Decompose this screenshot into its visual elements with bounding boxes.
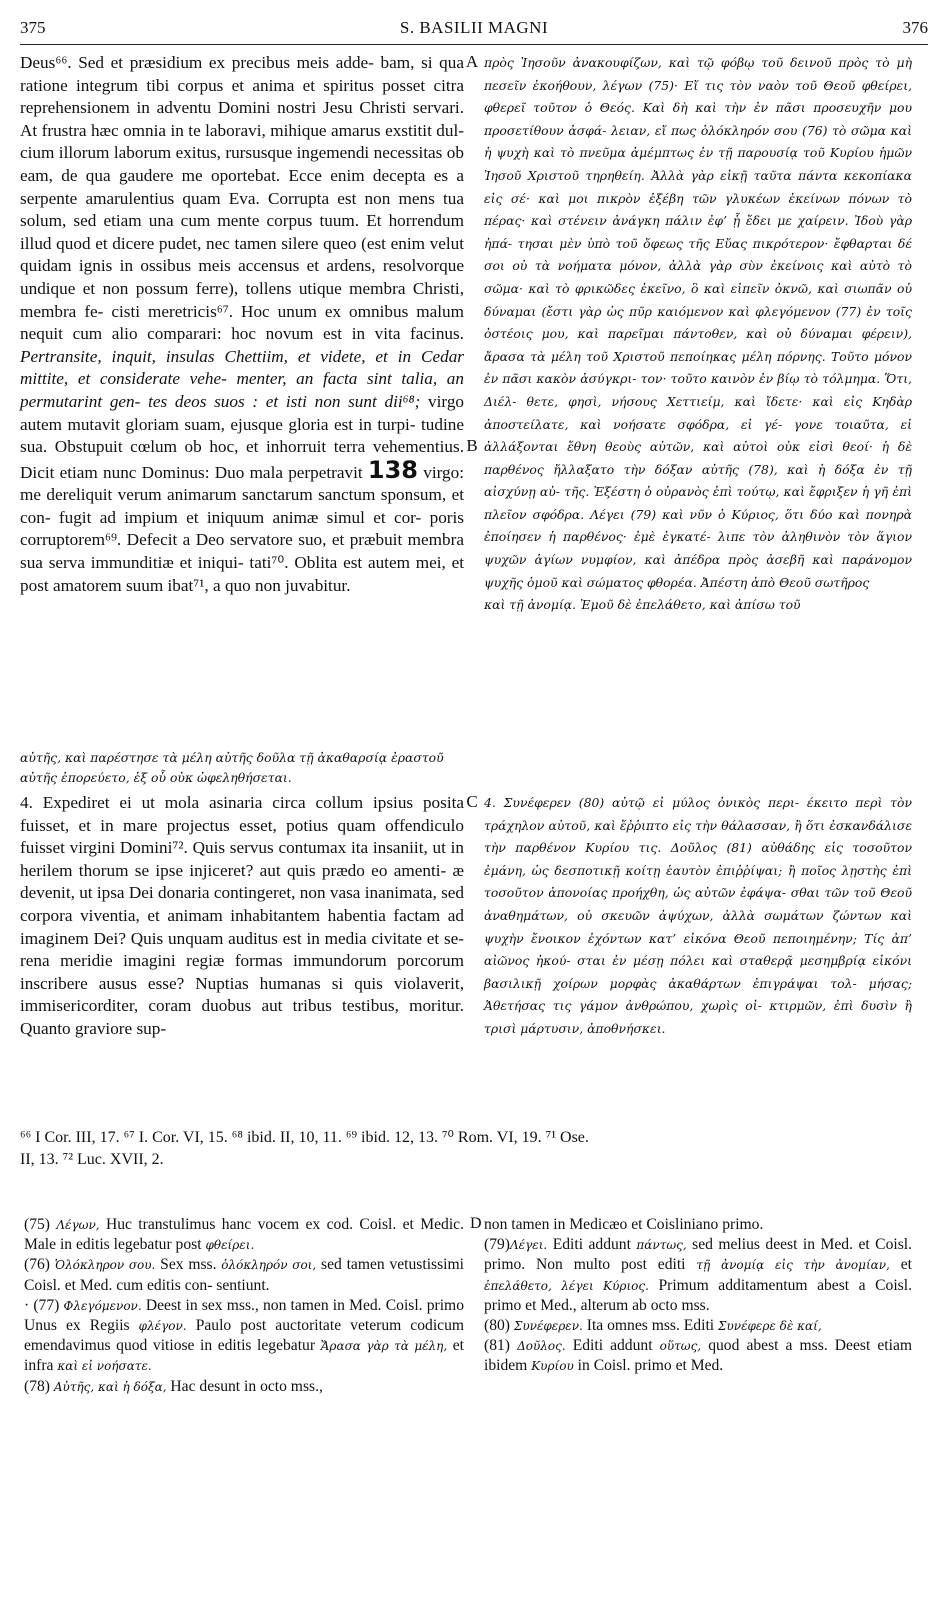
footnotes-right [484,1215,912,1377]
footnote-77: · (77) Φλεγόμενον. Deest in sex mss., non tamen in Med. Coisl. primo Unus ex Regiis φλέγον. Paulo post auctoritate veterum codicum emendavimus quod vitiose in editis legebatur Ἄρασα γὰρ τὰ μέλη, et infra καὶ εἰ νοήσατε. [24,1296,465,1375]
scripture-references [20,1127,928,1171]
latin-text-main: Deus⁶⁶. Sed et præsidium ex precibus meis adde- bam, si qua ratione integrum tibi corpus et anima et spiritus posset citra reprehensionem in adventu Domini nostri Jesu Christi servari. At frustra hæc omnia in te laboravi, mihique amarus exstitit dul- cium illorum laborum exitus, rursusque ingemendi necessitas ob eam, de qua gaudere me oportebat. Ecce enim decepta es a serpente amarulentius quam Eva. Corrupta est non mens tua solum, sed etiam una cum mente corpus tuum. Et horrendum illud quod et dicere pudet, nec tamen silere queo (est enim velut quidam ignis in ossibus meis accensus et ardens, resolvorque undique et non possum ferre), tollens utique membra Christi, membra fe- cisti meretricis⁶⁷. Hoc unum ex omnibus malum nequit cum alio comparari: hoc novum est in vita facinus. [20,53,464,344]
greek-paragraph-4: 4. Συνέφερεν (80) αὐτῷ εἰ μύλος ὀνικὸς περι- έκειτο περὶ τὸν τράχηλον αὐτοῦ, καὶ ἔῤῥιπτο εἰς τὴν θάλασσαν, ἢ ὅτι ἐσκανδάλισε τὴν παρθένον Κυρίου τις. Δοῦλος (81) αὐθάδης εἰς τοσοῦτον ἐμάνη, ὡς δεσποτικῇ κοίτῃ ἑαυτὸν ἐπιῤῥίψαι; ἢ ποῖος λῃστὴς ἐπὶ τοσοῦτον ἀπονοίας προήχθη, ὡς αὐτῶν ἐφάψα- σθαι τῶν τοῦ Θεοῦ ἀναθημάτων, οὐ σκευῶν ἀψύχων, ἀλλὰ σωμάτων ζώντων καὶ ψυχὴν ἔνοικον ἐχόντων κατ’ εἰκόνα Θεοῦ πεποιημένην; Τίς ἀπ’ αἰῶνος ἠκού- σται ἐν μέσῃ πόλει καὶ σταθερᾷ μεσημβρίᾳ εἰκόνι βασιλικῇ χοίρων μορφὰς ἀκαθάρτων ἐπιγράψαι τολ- μήσας; Ἀθετήσας τις γάμον ἀνθρώπου, χωρὶς οἰ- κτιρμῶν, ἐπὶ δυσὶν ἢ τρισὶ μάρτυσιν, ἀποθνήσκει. [484,795,912,1036]
footnotes-left [24,1215,464,1397]
section-marker-a: A [465,52,479,71]
greek-runover-left: αὐτῆς, καὶ παρέστησε τὰ μέλη αὐτῆς δοῦλα τῇ ἀκαθαρσίᾳ ἐραστοῦ αὐτῆς ἐπορεύετο, ἐξ οὗ οὐκ ὠφεληθήσεται. [20,750,444,785]
latin-paragraph-4: 4. Expediret ei ut mola asinaria circa collum ipsius posita fuisset, et in mare projectus esset, potius quam offendiculo fuisset virgini Domini⁷². Quis servus contumax ita insaniit, ut in herilem thorum se ipse injiceret? aut quis prædo eo amenti- æ devenit, ut ipsa Dei donaria contingeret, non vasa inanimata, sed corpora viventia, et animam inhabitantem habentia factam ad imaginem Dei? Quis unquam auditus est in media civitate et se- rena meridie imagini regiæ formas immundorum porcorum inscribere ausus esse? Nuptias humanas si quis violaverit, immisericorditer, coram duobus aut tribus testibus, moritur. Quanto graviore sup- [20,793,464,1038]
left-page-number: 375 [20,18,46,37]
latin-column-section-1 [20,52,464,597]
footnote-80: (80) Συνέφερεν. Ita omnes mss. Editi Συνέφερε δὲ καί, [484,1317,822,1335]
column-number: 138 [367,455,419,484]
right-page-number: 376 [902,18,928,37]
section-marker-c: C [466,792,478,811]
latin-column-section-2 [20,792,464,1041]
section-marker-d: D [470,1215,482,1232]
greek-column-section-1 [484,52,912,617]
section-marker-b: B [466,436,478,455]
footnote-75: (75) Λέγων, Huc transtulimus hanc vocem ex cod. Coisl. et Medic. Male in editis legebatur post φθείρει. [24,1216,464,1254]
header-rule [20,44,928,45]
footnote-78-continued: non tamen in Medicæo et Coisliniano primo. [484,1216,764,1233]
running-title: S. BASILII MAGNI [399,18,549,37]
latin-text-cont: virgo autem mutavit gloriam suam, ejusque gloria est in turpi- tudine sua. Obstupuit cœlum ob hoc, et inhorruit terra vehementius. Dicit etiam nunc Dominus: Duo mala perpetravit [20,391,465,482]
latin-text-end: virgo: me dereliquit verum animarum sanctarum sanctum sponsum, et con- fugit ad impium et iniquum animæ simul et cor- poris corruptorem⁶⁹. Defecit a Deo servatore suo, et præbuit membra sua serva immunditiæ et iniqui- tati⁷⁰. Oblita est autem mei, et post amatorem suum ibat⁷¹, a quo non juvabitur. [20,462,465,595]
footnote-79: (79)Λέγει. Editi addunt πάντως, sed melius deest in Med. et Coisl. primo. Non multo post editi τῇ ἀνομίᾳ εἰς τὴν ἀνομίαν, et ἐπελάθετο, λέγει Κύριος. Primum additamentum abest a Coisl. primo et Med., alterum ab octo mss. [484,1236,912,1314]
scripture-line-2: II, 13. ⁷² Luc. XVII, 2. [20,1151,164,1168]
footnote-81: (81) Δοῦλος. Editi addunt οὕτως, quod abest a mss. Deest etiam ibidem Κυρίου in Coisl. primo et Med. [484,1337,912,1375]
greek-paragraph-3: πρὸς Ἰησοῦν ἀνακουφίζων, καὶ τῷ φόβῳ τοῦ δεινοῦ πρὸς τὸ μὴ πεσεῖν ἐκοήθουν, λέγων (75)· Εἴ τις τὸν ναὸν τοῦ Θεοῦ φθείρει, φθερεῖ τοῦτον ὁ Θεός. Καὶ δὴ καὶ τὴν ἐν πᾶσι προσευχῆν μου προσετίθουν ἀσφά- λειαν, εἴ πως ὁλόκληρόν σου (76) τὸ σῶμα καὶ ἡ ψυχὴ καὶ τὸ πνεῦμα ἀμέμπτως ἐν τῇ παρουσίᾳ τοῦ Κυρίου ἡμῶν Ἰησοῦ Χριστοῦ τηρηθείη. Ἀλλὰ γὰρ εἰκῇ ταῦτα πάντα κεκοπίακα εἰς σέ· καὶ μοι πικρὸν ἐξέβη τῶν γλυκέων ἐκείνων πόνων τὸ πέρας· καὶ στένειν ἀνάγκη πάλιν ἐφ’ ᾗ ἔδει με χαίρειν. Ἰδοὺ γὰρ ἠπά- τησαι μὲν ὑπὸ τοῦ ὄφεως τῆς Εὔας πικρότερον· ἔφθαρται δέ σοι οὐ τὰ νοήματα μόνον, ἀλλὰ γὰρ σὺν ἐκείνοις καὶ αὐτὸ τὸ σῶμα· καὶ τὸ φρικῶδες ἐκεῖνο, ὃ καὶ εἰπεῖν ὀκνῶ, καὶ σιωπᾶν οὐ δύναμαι (ἔστι γὰρ ὡς πῦρ καιόμενον καὶ φλεγόμενον (77) ἐν τοῖς ὀστέοις μου, καὶ παρεῖμαι πάντοθεν, καὶ οὐ δύναμαι φέρειν), ἄρασα τὰ μέλη τοῦ Χριστοῦ πεποίηκας μέλη πόρνης. Τοῦτο μόνον ἐν πᾶσι κακὸν ἀσύγκρι- τον· τοῦτο καινὸν ἐν βίῳ τὸ τόλμημα. Ὅτι, Διέλ- θετε, φησὶ, νήσους Χεττιείμ, καὶ ἴδετε· καὶ εἰς Κηδὰρ ἀποστείλατε, καὶ νοήσατε σφόδρα, εἰ γέ- γονε τοιαῦτα, εἰ ἀλλάξονται ἔθνη θεοὺς αὐτῶν, καὶ αὐτοὶ οὐκ εἰσὶ θεοί· ἡ δὲ παρθένος ἤλλαξατο τὴν δόξαν αὐτῆς (78), καὶ ἡ δόξα ἐν τῇ αἰσχύνῃ αὐ- τῆς. Ἐξέστη ὁ οὐρανὸς ἐπὶ τούτῳ, καὶ ἔφριξεν ἡ γῆ ἐπὶ πλεῖον σφόδρα. Λέγει (79) καὶ νῦν ὁ Κύριος, ὅτι δύο καὶ πονηρὰ ἐποίησεν ἡ παρθένος· ἐμὲ ἐγκατέ- λιπε τὸν ἀληθινὸν τὸν ἅγιον ψυχῶν ἁγίων νυμφίον, καὶ ἀπέδρα πρὸς ἀσεβῆ καὶ παράνομον ψυχῆς ὁμοῦ καὶ σώματος φθορέα. Ἀπέστη ἀπὸ Θεοῦ σωτῆρος [484,55,912,590]
latin-paragraph-3 [20,52,464,597]
page-header [20,14,928,40]
greek-column-section-2 [484,792,912,1041]
footnote-76: (76) Ὁλόκληρον σου. Sex mss. ὁλόκληρόν σοι, sed tamen vetustissimi Coisl. et Med. cum editis con- sentiunt. [24,1256,464,1294]
latin-quotation: Pertransite, inquit, insulas Chettiim, et videte, et in Cedar mittite, et considerate vehe- menter, an facta sint talia, an permutarint gen- tes deos suos : et isti non sunt dii⁶⁸; [20,346,464,411]
scripture-line-1: ⁶⁶ I Cor. III, 17. ⁶⁷ I. Cor. VI, 15. ⁶⁸ ibid. II, 10, 11. ⁶⁹ ibid. 12, 13. ⁷⁰ Rom. VI, 19. ⁷¹ Ose. [20,1129,589,1146]
footnote-78: (78) Αὐτῆς, καὶ ἡ δόξα, Hac desunt in octo mss., [24,1377,323,1395]
greek-runover-right: καὶ τῇ ἀνομίᾳ. Ἐμοῦ δὲ ἐπελάθετο, καὶ ἀπίσω τοῦ [484,597,801,613]
